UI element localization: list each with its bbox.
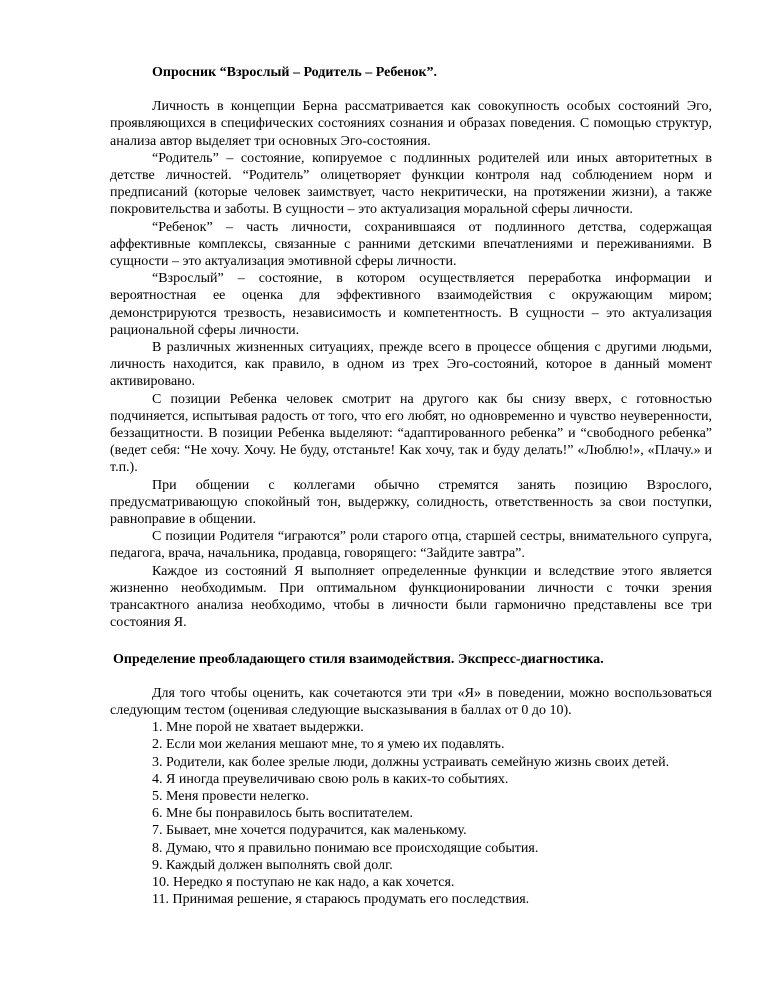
intro-paragraph: Для того чтобы оценить, как сочетаются эти три «Я» в поведении, можно воспользоваться следующим тестом (оценивая следующие высказывания в баллах от 0 до 10). [110,685,712,718]
paragraph: “Взрослый” – состояние, в котором осуществляется переработка информации и вероятностная ее оценка для эффективного взаимодействия с окружающим миром; демонстрируются трезвость, независимость и компетентность. В сущности – это актуализация рациональной сферы личности. [110,271,712,338]
paragraph: С позиции Родителя “играются” роли старого отца, старшей сестры, внимательного супруга, педагога, врача, начальника, продавца, говорящего: “Зайдите завтра”. [110,529,712,562]
questionnaire-item: 7. Бывает, мне хочется подурачится, как маленькому. [152,823,467,839]
questionnaire-item: 4. Я иногда преувеличиваю свою роль в каких-то событиях. [152,771,509,787]
paragraph: С позиции Ребенка человек смотрит на другого как бы снизу вверх, с готовностью подчиняется, испытывая радость от того, что его любят, но одновременно и чувство неуверенности, беззащитности. В позиции Ребенка выделяют: “адаптированного ребенка” и “свободного ребенка” (ведет себя: “Не хочу. Хочу. Не буду, отстаньте! Как хочу, так и буду делать!” «Люблю!», «Плачу.» и т.п.). [110,391,712,476]
paragraph: “Ребенок” – часть личности, сохранившаяся от подлинного детства, содержащая аффективные комплексы, связанные с ранними детскими впечатлениями и переживаниями. В сущности – это актуализация эмотивной сферы личности. [110,219,712,270]
questionnaire-item: 11. Принимая решение, я стараюсь продумать его последствия. [152,892,530,908]
paragraph: При общении с коллегами обычно стремятся занять позицию Взрослого, предусматривающую спокойный тон, выдержку, солидность, ответственность за свои поступки, равноправие в общении. [110,477,712,528]
questionnaire-item: 10. Нередко я поступаю не как надо, а как хочется. [152,874,455,890]
questionnaire-item: 1. Мне порой не хватает выдержки. [152,720,364,736]
questionnaire-item: 2. Если мои желания мешают мне, то я умею их подавлять. [152,737,505,753]
paragraph: Каждое из состояний Я выполняет определенные функции и вследствие этого является жизненно необходимым. При оптимальном функционировании личности с точки зрения трансактного анализа необходимо, чтобы в личности были гармонично представлены все три состояния Я. [110,563,712,631]
paragraph: Личность в концепции Берна рассматривается как совокупность особых состояний Эго, проявляющихся в специфических состояниях сознания и образах поведения. С помощью структур, анализа автор выделяет три основных Эго-состояния. [110,99,712,149]
questionnaire-item: 5. Меня провести нелегко. [152,788,310,804]
document-page [110,64,712,908]
questionnaire-item: 8. Думаю, что я правильно понимаю все происходящие события. [152,840,539,856]
paragraph: “Родитель” – состояние, копируемое с подлинных родителей или иных авторитетных в детстве личностей. “Родитель” олицетворяет функции контроля над соблюдением норм и предписаний (которые человек заимствует, часто некритически, на протяжении жизни), а также покровительства и заботы. В сущности – это актуализация моральной сферы личности. [110,150,712,218]
questionnaire-item: 9. Каждый должен выполнять свой долг. [152,857,393,873]
questionnaire-item: 3. Родители, как более зрелые люди, должны устраивать семейную жизнь своих детей. [152,754,670,770]
section-title: Определение преобладающего стиля взаимодействия. Экспресс-диагностика. [113,651,604,667]
document-title: Опросник “Взрослый – Родитель – Ребенок”. [152,65,438,80]
questionnaire-item: 6. Мне бы понравилось быть воспитателем. [152,806,414,822]
paragraph: В различных жизненных ситуациях, прежде всего в процессе общения с другими людьми, личность находится, как правило, в одном из трех Эго-состояний, которое в данный момент активировано. [110,340,712,390]
